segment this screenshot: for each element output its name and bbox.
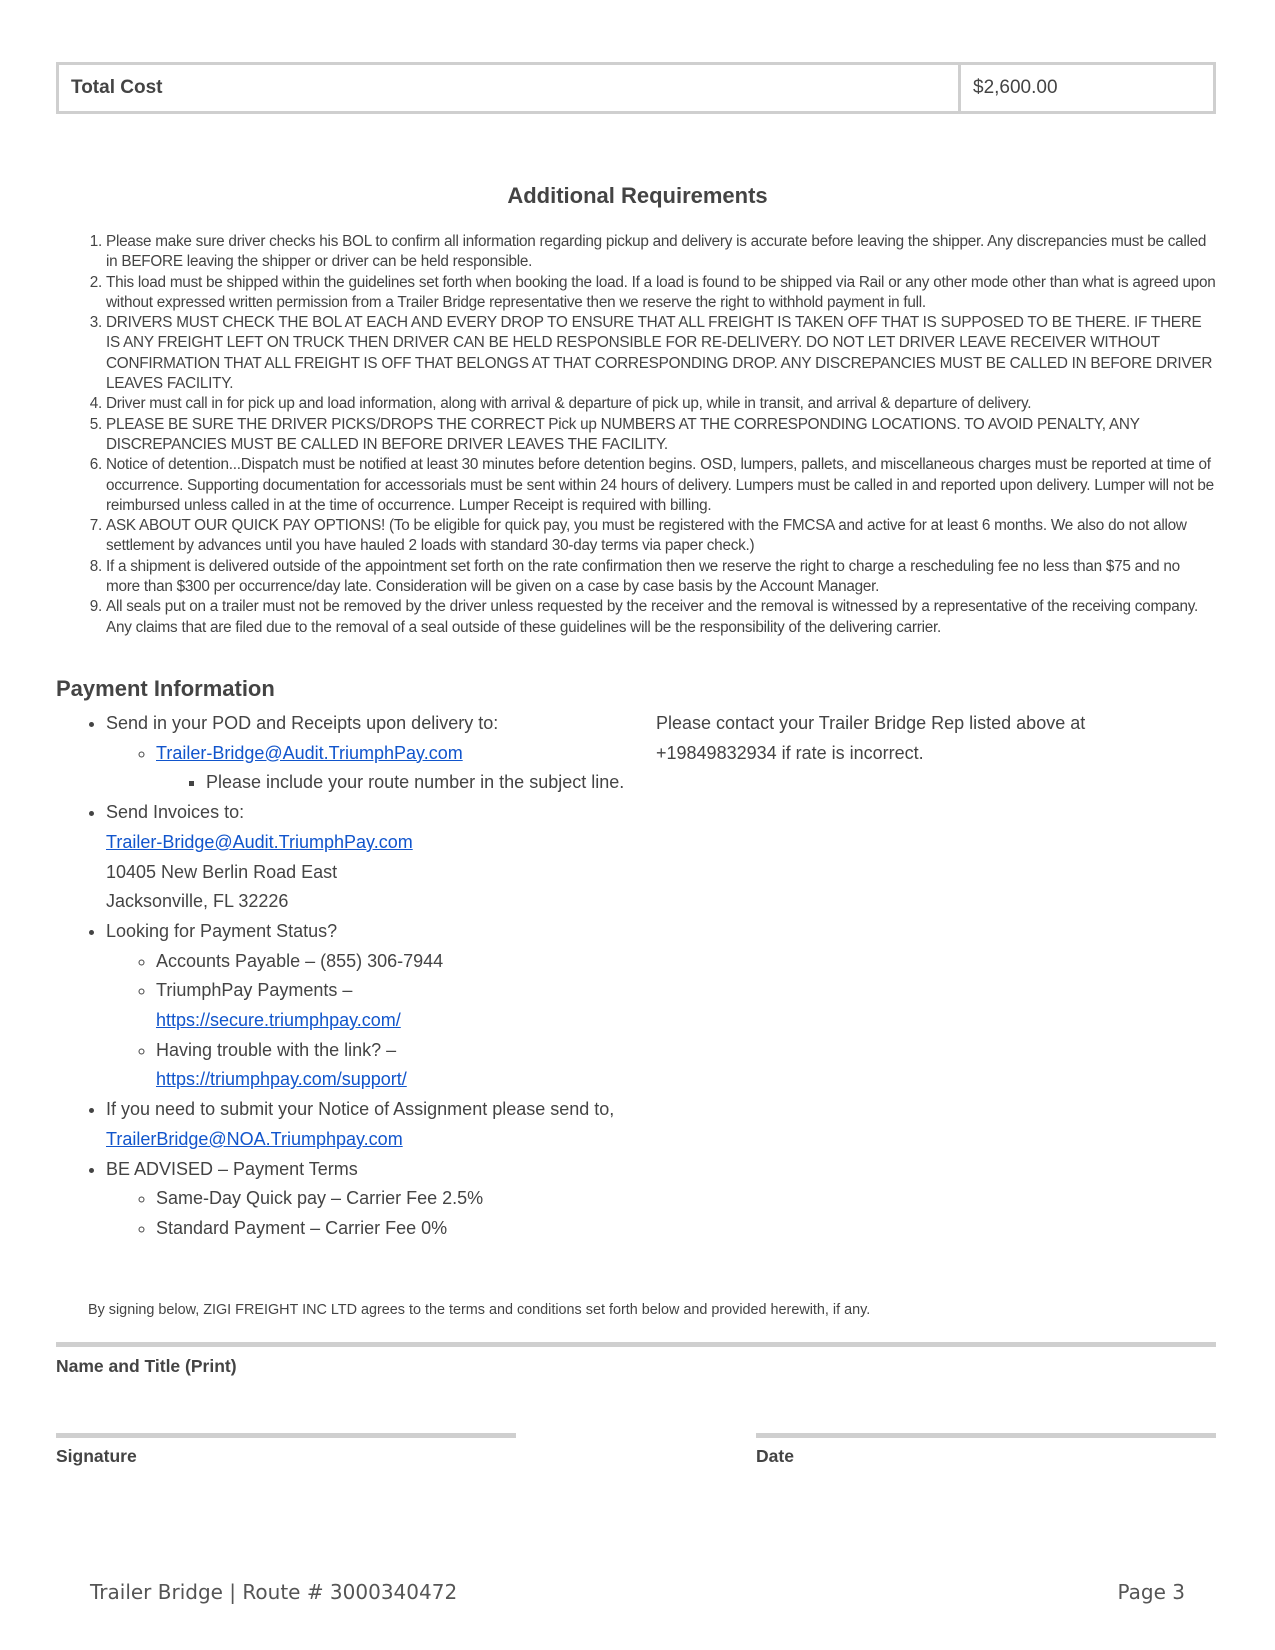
invoices-address-line2: Jacksonville, FL 32226 (106, 891, 289, 912)
invoices-email-link[interactable]: Trailer-Bridge@Audit.TriumphPay.com (106, 831, 413, 852)
pod-item (106, 709, 636, 798)
requirement-item: 1. Please make sure driver checks his BOL to confirm all information regarding pickup and delivery is accurate before leaving the shipper. Any discrepancies must be called in BEFORE leaving the shipper or driver can be held responsible. (106, 232, 1216, 273)
triumphpay-link[interactable]: https://secure.triumphpay.com/ (156, 1010, 401, 1031)
invoices-text: Send Invoices to: (106, 802, 245, 823)
date-label: Date (756, 1446, 794, 1466)
payment-status-text: Looking for Payment Status? (106, 920, 338, 941)
pod-email-item (156, 739, 636, 798)
requirement-item: 4. Driver must call in for pick up and load information, along with arrival & departure of pick up, while in transit, and arrival & departure of delivery. (106, 394, 1216, 414)
requirement-item: 3. DRIVERS MUST CHECK THE BOL AT EACH AND EVERY DROP TO ENSURE THAT ALL FREIGHT IS TAKEN OFF THAT IS SUPPOSED TO BE THERE. IF THERE IS ANY FREIGHT LEFT ON TRUCK THEN DRIVER CAN BE HELD RESPONSIBLE FOR RE-DELIVERY. DO NOT LET DRIVER LEAVE RECEIVER WITHOUT CONFIRMATION THAT ALL FREIGHT IS OFF THAT BELONGS AT THAT CORRESPONDING DROP. ANY DISCREPANCIES MUST BE CALLED IN BEFORE DRIVER LEAVES FACILITY. (106, 313, 1216, 394)
triumphpay-label: TriumphPay Payments – (156, 980, 353, 1001)
requirement-item: 5. PLEASE BE SURE THE DRIVER PICKS/DROPS THE CORRECT Pick up NUMBERS AT THE CORRESPONDING LOCATIONS. TO AVOID PENALTY, ANY DISCREPANCIES MUST BE CALLED IN BEFORE DRIVER LEAVES THE FACILITY. (106, 415, 1216, 456)
support-item (156, 1036, 636, 1095)
rate-contact-note: Please contact your Trailer Bridge Rep listed above at +19849832934 if rate is incorrect. (656, 713, 1086, 763)
pod-note: ▪ Please include your route number in the subject line. (206, 768, 636, 798)
name-title-line (56, 1342, 1216, 1347)
name-title-label: Name and Title (Print) (56, 1356, 237, 1376)
support-label: Having trouble with the link? – (156, 1039, 397, 1060)
payment-heading: Payment Information (56, 676, 275, 701)
requirement-item: 7. ASK ABOUT OUR QUICK PAY OPTIONS! (To be eligible for quick pay, you must be registered with the FMCSA and active for at least 6 months. We also do not allow settlement by advances until you have hauled 2 loads with standard 30-day terms via paper check.) (106, 516, 1216, 557)
terms-item (106, 1155, 636, 1244)
requirement-item: 9. All seals put on a trailer must not be removed by the driver unless requested by the receiver and the removal is witnessed by a representative of the receiving company. Any claims that are filed due to the removal of a seal outside of these guidelines will be the responsibility of the delivering carrier. (106, 597, 1216, 638)
date-line (756, 1433, 1216, 1438)
noa-text: If you need to submit your Notice of Assignment please send to, (106, 1099, 615, 1120)
requirement-item: 2. This load must be shipped within the guidelines set forth when booking the load. If a load is found to be shipped via Rail or any other mode other than what is agreed upon without expressed written permission from a Trailer Bridge representative then we reserve the right to withhold payment in full. (106, 273, 1216, 314)
triumphpay-item (156, 976, 636, 1035)
footer-page-number: Page 3 (1117, 1580, 1185, 1604)
signature-line (56, 1433, 516, 1438)
pod-text: Send in your POD and Receipts upon delivery to: (106, 713, 499, 733)
pod-email-link[interactable]: Trailer-Bridge@Audit.TriumphPay.com (156, 742, 463, 763)
total-cost-label: Total Cost (59, 65, 961, 111)
terms-text: BE ADVISED – Payment Terms (106, 1158, 358, 1179)
payment-list (56, 709, 636, 1244)
payment-status-item (106, 917, 636, 1095)
requirements-heading: Additional Requirements (507, 183, 768, 208)
invoices-address-line1: 10405 New Berlin Road East (106, 861, 338, 882)
agreement-text: By signing below, ZIGI FREIGHT INC LTD agrees to the terms and conditions set forth below and provided herewith, if any. (88, 1302, 871, 1318)
support-link[interactable]: https://triumphpay.com/support/ (156, 1069, 407, 1090)
payment-instructions (56, 709, 636, 1244)
footer-route: Trailer Bridge | Route # 3000340472 (90, 1580, 458, 1604)
total-cost-value: $2,600.00 (973, 77, 1058, 98)
noa-email-link[interactable]: TrailerBridge@NOA.Triumphpay.com (106, 1128, 403, 1149)
requirement-item: 6. Notice of detention...Dispatch must be notified at least 30 minutes before detention begins. OSD, lumpers, pallets, and miscellaneous charges must be reported at time of occurrence. Supporting documentation for accessorials must be sent within 24 hours of delivery. Lumpers must be called in and reported upon delivery. Lumper will not be reimbursed unless called in at the time of occurrence. Lumper Receipt is required with billing. (106, 455, 1216, 516)
standard-pay-term: ◦ Standard Payment – Carrier Fee 0% (156, 1214, 636, 1244)
accounts-payable: ◦ Accounts Payable – (855) 306-7944 (156, 947, 636, 977)
total-cost-row (56, 62, 1216, 114)
noa-item (106, 1095, 636, 1154)
quick-pay-term: ◦ Same-Day Quick pay – Carrier Fee 2.5% (156, 1184, 636, 1214)
requirement-item: 8. If a shipment is delivered outside of the appointment set forth on the rate confirmation then we reserve the right to charge a rescheduling fee no less than $75 and no more than $300 per occurrence/day late. Consideration will be given on a case by case basis by the Account Manager. (106, 557, 1216, 598)
signature-label: Signature (56, 1446, 137, 1466)
requirements-list (66, 232, 1216, 638)
invoices-item (106, 798, 636, 917)
